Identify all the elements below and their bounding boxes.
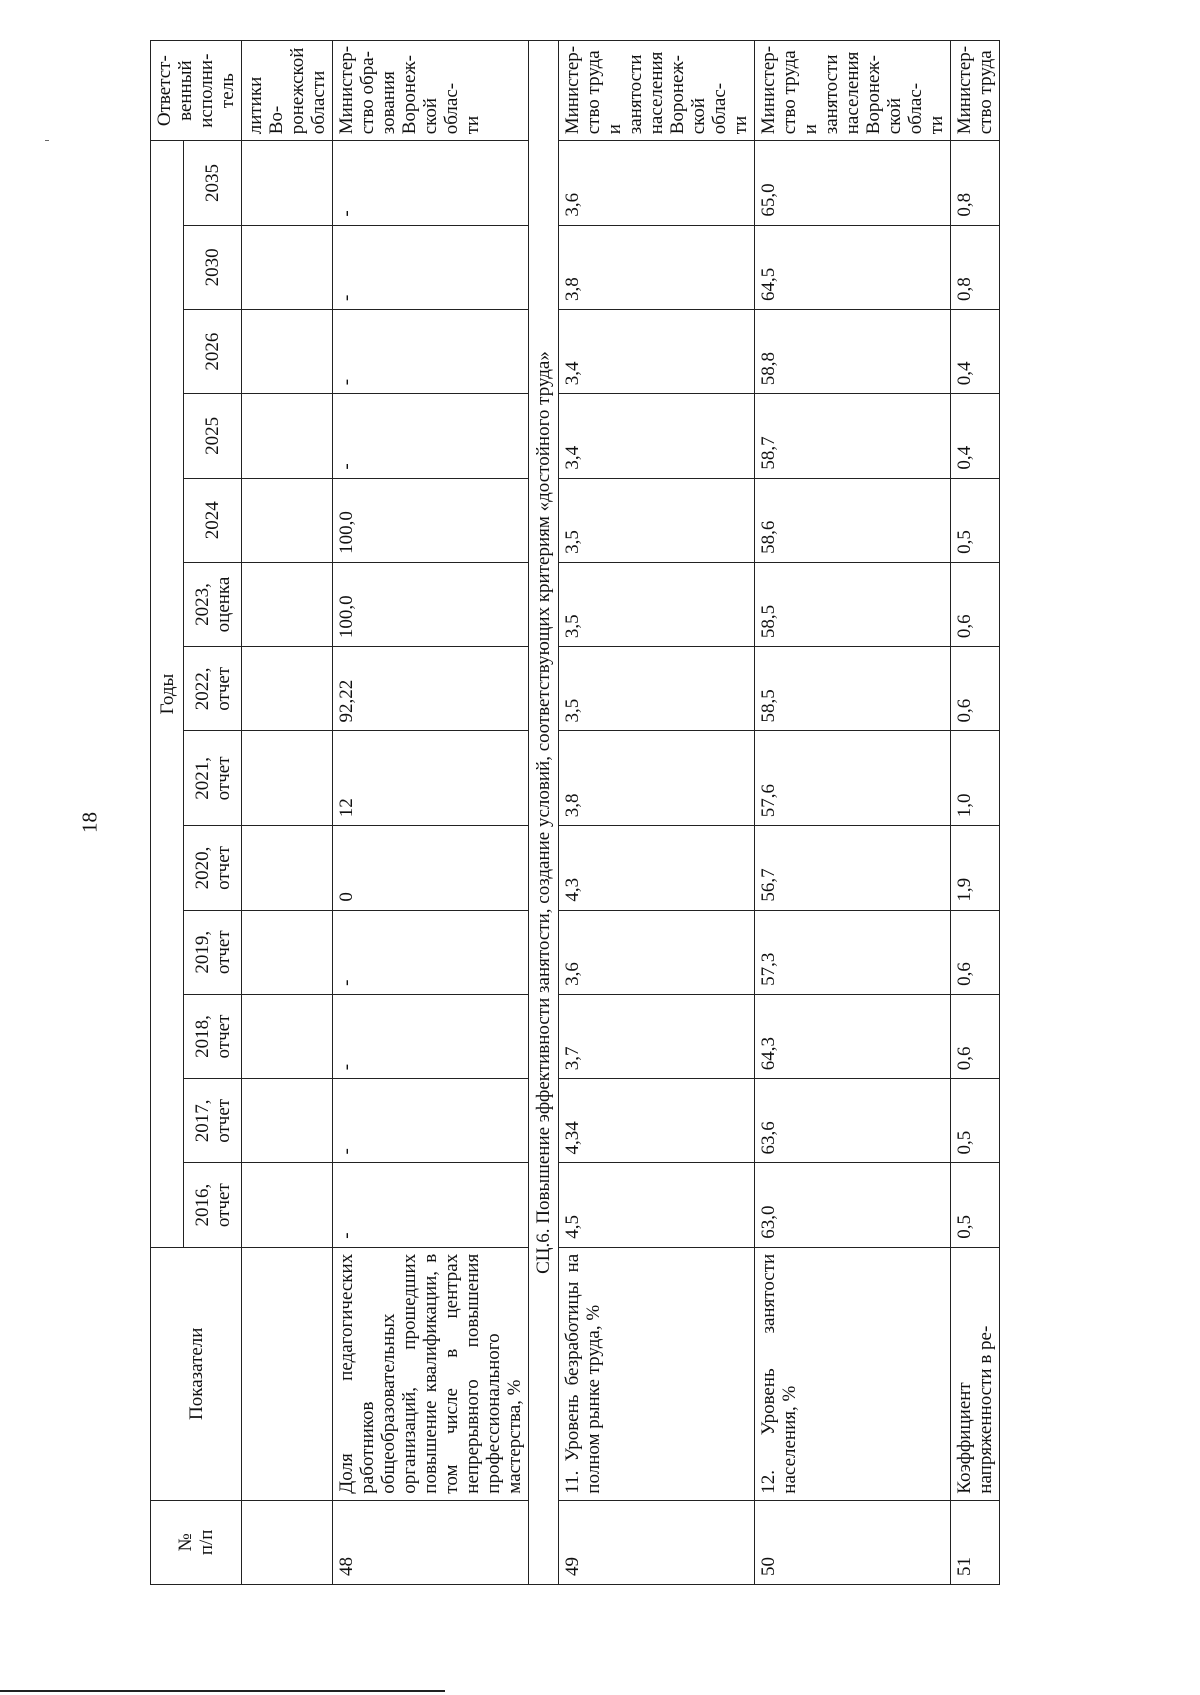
year-value: 58,7 [755, 394, 951, 478]
year-value: 3,5 [559, 478, 755, 562]
year-value: 1,0 [951, 731, 1000, 826]
year-value: 92,22 [333, 647, 529, 731]
year-value: 3,8 [559, 225, 755, 309]
year-value: 3,4 [559, 309, 755, 393]
year-value: 63,6 [755, 1079, 951, 1163]
year-value: - [333, 225, 529, 309]
rotated-table-container [150, 40, 1100, 1585]
row-number [242, 1500, 333, 1584]
header-year: 2024 [184, 478, 242, 562]
indicator-name: Доля педагогических работников общеобразовательных организаций, прошедших повышение квалификации, в том числе в центрах непрерывного повышения профессионального мастерства, % [333, 1247, 529, 1500]
year-value [242, 141, 333, 225]
row-number: 49 [559, 1500, 755, 1584]
header-year: 2025 [184, 394, 242, 478]
year-value: 0,8 [951, 225, 1000, 309]
indicator-name [242, 1247, 333, 1500]
header-indicators: Показатели [151, 1247, 242, 1500]
year-value: 0,6 [951, 562, 1000, 646]
year-value: 0,5 [951, 1163, 1000, 1247]
year-value: 0,4 [951, 394, 1000, 478]
year-value: 12 [333, 731, 529, 826]
row-number: 50 [755, 1500, 951, 1584]
header-year: 2026 [184, 309, 242, 393]
indicators-table [150, 40, 1000, 1585]
year-value: 3,7 [559, 994, 755, 1078]
table-row [951, 41, 1000, 1585]
table-row [755, 41, 951, 1585]
page-number: 18 [77, 812, 102, 833]
year-value: 3,4 [559, 394, 755, 478]
year-value: 0,6 [951, 647, 1000, 731]
year-value: 58,5 [755, 647, 951, 731]
year-value [242, 562, 333, 646]
year-value: 57,3 [755, 910, 951, 994]
year-value: 63,0 [755, 1163, 951, 1247]
year-value: 0,6 [951, 910, 1000, 994]
section-title: СЦ.6. Повышение эффективности занятости, создание условий, соответствующих критериям «достойного труда» [529, 41, 559, 1585]
scan-mark [45, 140, 49, 141]
year-value: 3,5 [559, 562, 755, 646]
year-value: - [333, 394, 529, 478]
year-value: 4,5 [559, 1163, 755, 1247]
year-value [242, 394, 333, 478]
responsible-executor: Министер- ство труда [951, 41, 1000, 141]
year-value [242, 826, 333, 910]
indicator-name: 11. Уровень безработицы на полном рынке труда, % [559, 1247, 755, 1500]
row-number: 51 [951, 1500, 1000, 1584]
responsible-executor: Министер- ство труда и занятости населения Воронеж- ской облас- ти [755, 41, 951, 141]
year-value: 64,3 [755, 994, 951, 1078]
header-year: 2030 [184, 225, 242, 309]
year-value: 100,0 [333, 562, 529, 646]
year-value: 0,6 [951, 994, 1000, 1078]
header-year: 2020, отчет [184, 826, 242, 910]
year-value: 3,5 [559, 647, 755, 731]
year-value: - [333, 994, 529, 1078]
row-number: 48 [333, 1500, 529, 1584]
table-row [559, 41, 755, 1585]
header-no: № п/п [151, 1500, 242, 1584]
header-year: 2019, отчет [184, 910, 242, 994]
indicator-name: 12. Уровень занятости населения, % [755, 1247, 951, 1500]
year-value: 0,5 [951, 1079, 1000, 1163]
year-value: 0,4 [951, 309, 1000, 393]
header-year: 2018, отчет [184, 994, 242, 1078]
year-value [242, 1079, 333, 1163]
responsible-executor: Министер- ство труда и занятости населения Воронеж- ской облас- ти [559, 41, 755, 141]
responsible-executor: литики Во- ронежской области [242, 41, 333, 141]
year-value: 57,6 [755, 731, 951, 826]
header-year: 2035 [184, 141, 242, 225]
header-year: 2016, отчет [184, 1163, 242, 1247]
year-value: 58,8 [755, 309, 951, 393]
year-value: 56,7 [755, 826, 951, 910]
header-year: 2023, оценка [184, 562, 242, 646]
footer-rule [0, 1690, 445, 1692]
year-value: - [333, 910, 529, 994]
header-year: 2022, отчет [184, 647, 242, 731]
indicator-name: Коэффициент напряженности в ре- [951, 1247, 1000, 1500]
header-year: 2021, отчет [184, 731, 242, 826]
year-value: 65,0 [755, 141, 951, 225]
year-value: 0 [333, 826, 529, 910]
year-value [242, 731, 333, 826]
header-responsible: Ответст- венный исполни- тель [151, 41, 242, 141]
year-value: 3,6 [559, 910, 755, 994]
header-years-group: Годы [151, 141, 184, 1248]
year-value [242, 478, 333, 562]
year-value: 100,0 [333, 478, 529, 562]
year-value: - [333, 1163, 529, 1247]
year-value [242, 309, 333, 393]
year-value: 4,34 [559, 1079, 755, 1163]
year-value: 64,5 [755, 225, 951, 309]
year-value: - [333, 309, 529, 393]
year-value [242, 647, 333, 731]
year-value: 58,5 [755, 562, 951, 646]
year-value: 0,5 [951, 478, 1000, 562]
year-value: 3,8 [559, 731, 755, 826]
table-row [333, 41, 529, 1585]
section-row [529, 41, 559, 1585]
year-value [242, 910, 333, 994]
year-value [242, 994, 333, 1078]
year-value: - [333, 141, 529, 225]
year-value [242, 225, 333, 309]
responsible-executor: Министер- ство обра- зования Воронеж- ской облас- ти [333, 41, 529, 141]
year-value: 1,9 [951, 826, 1000, 910]
table-row [242, 41, 333, 1585]
year-value: 3,6 [559, 141, 755, 225]
year-value: - [333, 1079, 529, 1163]
year-value: 4,3 [559, 826, 755, 910]
year-value: 0,8 [951, 141, 1000, 225]
header-year: 2017, отчет [184, 1079, 242, 1163]
year-value [242, 1163, 333, 1247]
year-value: 58,6 [755, 478, 951, 562]
